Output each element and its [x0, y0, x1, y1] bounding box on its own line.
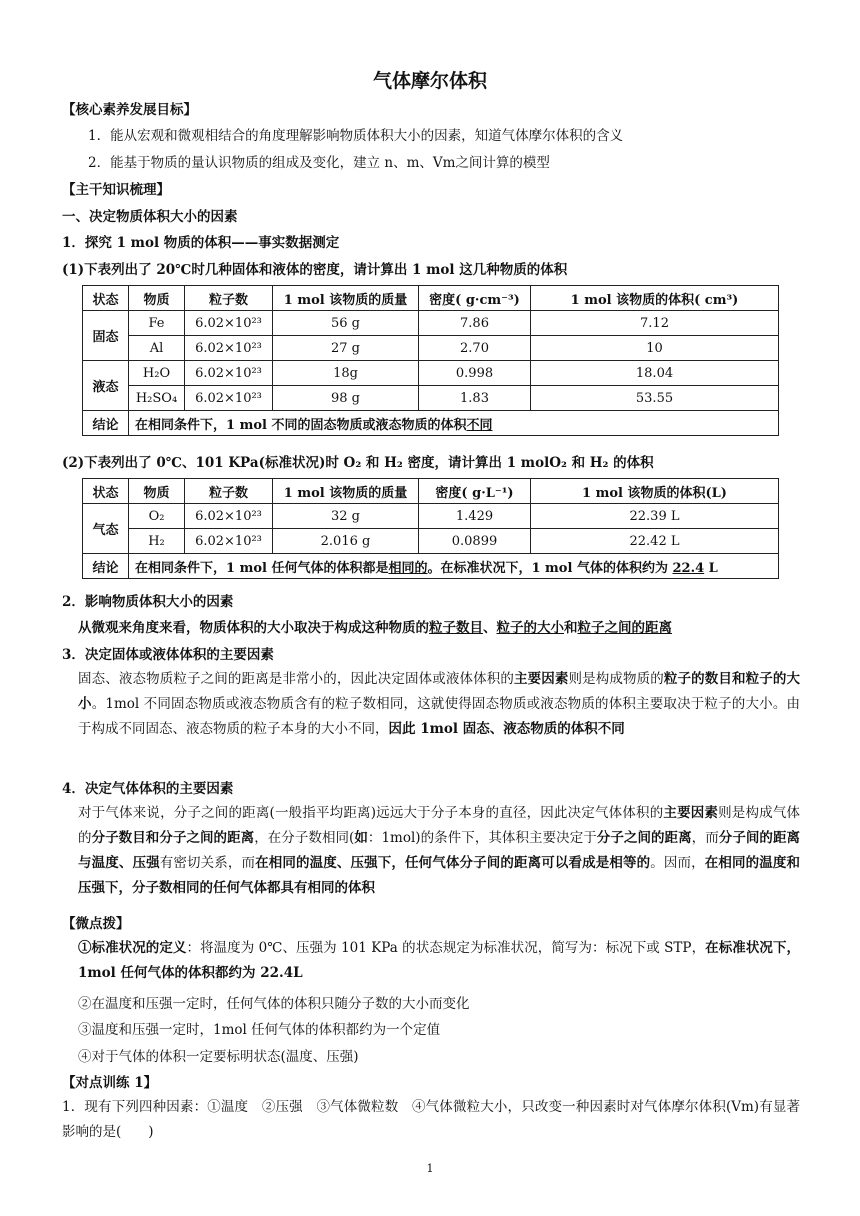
- practice-heading: 【对点训练 1】: [62, 1075, 158, 1091]
- density-cell: 1.429: [419, 504, 531, 529]
- table-header-cell: 密度( g·L⁻¹): [419, 479, 531, 504]
- mass-cell: 32 g: [273, 504, 419, 529]
- subsection-4-paragraph: [78, 801, 800, 901]
- page-title: 气体摩尔体积: [372, 70, 487, 92]
- table-header-row: [83, 286, 779, 311]
- conclusion-row: [83, 411, 779, 436]
- text-part: 固态、液态物质粒子之间的距离是非常小的，因此决定固体或液体体积的: [78, 671, 514, 687]
- conclusion-part: 在相同条件下，1 mol 任何气体的体积都是: [135, 560, 389, 576]
- subsection-3-heading: 3．决定固体或液体体积的主要因素: [62, 647, 274, 663]
- table-header-cell: 1 mol 该物质的质量: [273, 479, 419, 504]
- substance-cell: Al: [129, 336, 185, 361]
- goals-heading: 【核心素养发展目标】: [62, 102, 197, 118]
- tip-item-2: ②在温度和压强一定时，任何气体的体积只随分子数的大小而变化: [78, 996, 470, 1012]
- text-part: 。1mol 不同固态物质或液态物质含有的粒子数相同，这就使得固态物质或液态物质的体积主要取决于粒子的大小。由于构成不同固态、液态物质的粒子本身的大小不同，: [78, 696, 800, 737]
- subsection-3-paragraph: [78, 667, 800, 742]
- volume-cell: 10: [531, 336, 779, 361]
- text-part: ：将温度为 0℃、压强为 101 KPa 的状态规定为标准状况，简写为：标况下或 STP，: [186, 940, 706, 956]
- conclusion-part: L: [704, 560, 718, 576]
- conclusion-part: 。在标准状况下，1 mol 气体的体积约为: [427, 560, 673, 576]
- particles-cell: 6.02×10²³: [185, 361, 273, 386]
- text-part: 对于气体来说，分子之间的距离(一般指平均距离)远远大于分子本身的直径，因此决定气体体积的: [78, 805, 664, 821]
- table-header-cell: 密度( g·cm⁻³): [419, 286, 531, 311]
- section-heading: 一、决定物质体积大小的因素: [62, 209, 238, 225]
- goal-item-2: 2．能基于物质的量认识物质的组成及变化，建立 n、m、Vm之间计算的模型: [88, 155, 550, 171]
- conclusion-text: [129, 554, 779, 579]
- table-header-cell: 粒子数: [185, 286, 273, 311]
- bold-term: 分子数目和分子之间的距离: [91, 830, 255, 846]
- question-1: (1)下表列出了 20℃时几种固体和液体的密度，请计算出 1 mol 这几种物质的体积: [62, 262, 568, 278]
- density-cell: 0.0899: [419, 529, 531, 554]
- conclusion-label: 结论: [83, 554, 129, 579]
- text-part: 、: [483, 620, 497, 636]
- goal-item-1: 1．能从宏观和微观相结合的角度理解影响物质体积大小的因素，知道气体摩尔体积的含义: [88, 128, 624, 144]
- volume-cell: 18.04: [531, 361, 779, 386]
- state-cell: 气态: [83, 504, 129, 554]
- bold-term: 分子间的距离与温度、压强: [78, 830, 801, 871]
- table-header-cell: 1 mol 该物质的体积(L): [531, 479, 779, 504]
- density-cell: 0.998: [419, 361, 531, 386]
- text-part: ，在分子数相同(: [254, 830, 355, 846]
- text-part: 和: [564, 620, 578, 636]
- knowledge-heading: 【主干知识梳理】: [62, 182, 170, 198]
- table-header-row: [83, 479, 779, 504]
- density-table-gas: [82, 478, 779, 579]
- text-part: ，而: [691, 830, 719, 846]
- subsection-2-heading: 2．影响物质体积大小的因素: [62, 594, 234, 610]
- bold-term: ①标准状况的定义: [78, 940, 187, 956]
- table-header-cell: 状态: [83, 286, 129, 311]
- tip-item-4: ④对于气体的体积一定要标明状态(温度、压强): [78, 1049, 359, 1065]
- particles-cell: 6.02×10²³: [185, 529, 273, 554]
- table-row: [83, 386, 779, 411]
- volume-cell: 7.12: [531, 311, 779, 336]
- table-row: [83, 336, 779, 361]
- table-row: [83, 311, 779, 336]
- table-header-cell: 1 mol 该物质的体积( cm³): [531, 286, 779, 311]
- conclusion-row: [83, 554, 779, 579]
- text-part: 从微观来角度来看，物质体积的大小取决于构成这种物质的: [78, 620, 429, 636]
- density-cell: 2.70: [419, 336, 531, 361]
- question-2: (2)下表列出了 0℃、101 KPa(标准状况)时 O₂ 和 H₂ 密度，请计算出 1 molO₂ 和 H₂ 的体积: [62, 455, 654, 471]
- substance-cell: H₂O: [129, 361, 185, 386]
- particles-cell: 6.02×10²³: [185, 311, 273, 336]
- page-number: 1: [426, 1162, 434, 1175]
- tip-item-3: ③温度和压强一定时，1mol 任何气体的体积都约为一个定值: [78, 1022, 441, 1038]
- conclusion-text: [129, 411, 779, 436]
- substance-cell: Fe: [129, 311, 185, 336]
- density-cell: 7.86: [419, 311, 531, 336]
- conclusion-underlined: 22.4: [672, 560, 705, 576]
- substance-cell: H₂: [129, 529, 185, 554]
- text-part: 。因而，: [650, 855, 705, 871]
- table-row: [83, 529, 779, 554]
- tips-heading: 【微点拨】: [62, 916, 130, 932]
- subsection-4-heading: 4．决定气体体积的主要因素: [62, 781, 234, 797]
- volume-cell: 22.39 L: [531, 504, 779, 529]
- mass-cell: 18g: [273, 361, 419, 386]
- bold-term: 在标准状况下，1mol 任何气体的体积都约为 22.4L: [78, 940, 801, 981]
- subsection-2-text: [78, 618, 800, 638]
- particles-cell: 6.02×10²³: [185, 336, 273, 361]
- bold-term: 因此 1mol 固态、液态物质的体积不同: [388, 721, 625, 737]
- conclusion-underlined: 相同的: [388, 560, 428, 576]
- bold-term: 分子之间的距离: [596, 830, 692, 846]
- particles-cell: 6.02×10²³: [185, 504, 273, 529]
- table-header-cell: 粒子数: [185, 479, 273, 504]
- table-header-cell: 物质: [129, 479, 185, 504]
- table-header-cell: 1 mol 该物质的质量: [273, 286, 419, 311]
- bold-term: 主要因素: [514, 671, 569, 687]
- tip-item-1: [78, 936, 800, 986]
- mass-cell: 98 g: [273, 386, 419, 411]
- volume-cell: 53.55: [531, 386, 779, 411]
- subsection-1-heading: 1．探究 1 mol 物质的体积——事实数据测定: [62, 235, 340, 251]
- underlined-term: 粒子的大小: [496, 620, 564, 636]
- text-part: ：1mol)的条件下，其体积主要决定于: [367, 830, 597, 846]
- state-cell: 液态: [83, 361, 129, 411]
- bold-term: 如: [354, 830, 368, 846]
- mass-cell: 27 g: [273, 336, 419, 361]
- bold-term: 粒子的数目和粒子的大小: [78, 671, 800, 712]
- table-row: [83, 361, 779, 386]
- density-cell: 1.83: [419, 386, 531, 411]
- bold-term: 在相同的温度和压强下，分子数相同的任何气体都具有相同的体积: [78, 855, 800, 896]
- substance-cell: H₂SO₄: [129, 386, 185, 411]
- mass-cell: 56 g: [273, 311, 419, 336]
- text-part: 则是构成物质的: [568, 671, 664, 687]
- table-header-cell: 物质: [129, 286, 185, 311]
- underlined-term: 粒子之间的距离: [577, 620, 672, 636]
- table-header-cell: 状态: [83, 479, 129, 504]
- density-table-solid-liquid: [82, 285, 779, 436]
- mass-cell: 2.016 g: [273, 529, 419, 554]
- conclusion-part: 在相同条件下，1 mol 不同的固态物质或液态物质的体积: [135, 417, 467, 433]
- volume-cell: 22.42 L: [531, 529, 779, 554]
- text-part: 则是构成气体的: [78, 805, 801, 846]
- substance-cell: O₂: [129, 504, 185, 529]
- underlined-term: 粒子数目: [429, 620, 483, 636]
- bold-term: 主要因素: [663, 805, 719, 821]
- conclusion-underlined: 不同: [466, 417, 493, 433]
- bold-term: 在相同的温度、压强下，任何气体分子间的距离可以看成是相等的: [255, 855, 651, 871]
- practice-question-1: 1．现有下列四种因素：①温度 ②压强 ③气体微粒数 ④气体微粒大小，只改变一种因素时对气体摩尔体积(Vm)有显著影响的是( ): [62, 1099, 800, 1140]
- state-cell: 固态: [83, 311, 129, 361]
- particles-cell: 6.02×10²³: [185, 386, 273, 411]
- table-row: [83, 504, 779, 529]
- text-part: 有密切关系，而: [159, 855, 256, 871]
- conclusion-label: 结论: [83, 411, 129, 436]
